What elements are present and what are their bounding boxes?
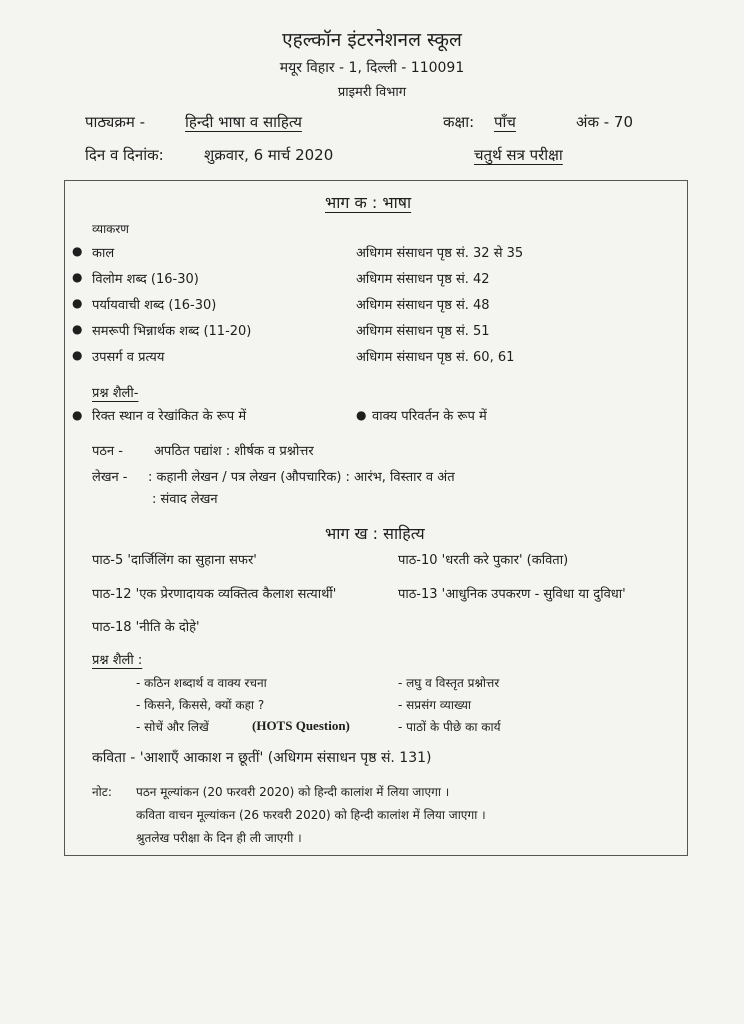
exam-name: चतुर्थ सत्र परीक्षा [474, 146, 563, 164]
syllabus-value: हिन्दी भाषा व साहित्य [185, 113, 302, 131]
topic-name: पर्यायवाची शब्द (16-30) [92, 298, 217, 313]
question-style: - किसने, किससे, क्यों कहा ? [136, 698, 265, 712]
part-a-title: भाग क : भाषा [325, 193, 412, 212]
topic-name: समरूपी भिन्नार्थक शब्द (11-20) [92, 324, 252, 339]
question-style: - लघु व विस्तृत प्रश्नोत्तर [398, 676, 500, 690]
question-style-heading: प्रश्न शैली- [92, 386, 139, 401]
question-style-heading: प्रश्न शैली : [92, 653, 143, 668]
question-style: वाक्य परिवर्तन के रूप में [372, 409, 487, 424]
reading-label: पठन - [92, 444, 123, 459]
reading-value: अपठित पद्यांश : शीर्षक व प्रश्नोत्तर [154, 444, 314, 459]
topic-ref: अधिगम संसाधन पृष्ठ सं. 51 [356, 324, 490, 339]
question-style: - सोचें और लिखें [136, 720, 209, 734]
syllabus-label: पाठ्यक्रम - [85, 113, 146, 131]
topic-name: उपसर्ग व प्रत्यय [92, 350, 165, 365]
topic-name: काल [92, 246, 115, 261]
date-value: शुक्रवार, 6 मार्च 2020 [204, 146, 334, 164]
topic-ref: अधिगम संसाधन पृष्ठ सं. 32 से 35 [356, 246, 524, 261]
marks: अंक - 70 [576, 113, 634, 131]
bullet-icon: ● [72, 244, 83, 258]
question-style: - कठिन शब्दार्थ व वाक्य रचना [136, 676, 267, 690]
date-label: दिन व दिनांक: [85, 146, 164, 164]
poem-line: कविता - 'आशाएँ आकाश न छूतीं' (अधिगम संसाधन पृष्ठ सं. 131) [92, 750, 432, 766]
bullet-icon: ● [72, 270, 83, 284]
topic-name: विलोम शब्द (16-30) [92, 272, 199, 287]
note-line: श्रुतलेख परीक्षा के दिन ही ली जाएगी । [136, 831, 302, 845]
writing-value-2: : संवाद लेखन [152, 492, 218, 507]
part-b-title: भाग ख : साहित्य [325, 524, 425, 543]
writing-value: : कहानी लेखन / पत्र लेखन (औपचारिक) : आरंभ, विस्तार व अंत [148, 470, 455, 485]
bullet-icon: ● [72, 348, 83, 362]
question-style: - पाठों के पीछे का कार्य [398, 720, 501, 734]
department: प्राइमरी विभाग [337, 85, 407, 100]
topic-ref: अधिगम संसाधन पृष्ठ सं. 60, 61 [356, 350, 515, 365]
lesson-item: पाठ-5 'दार्जिलिंग का सुहाना सफर' [92, 553, 257, 568]
topic-ref: अधिगम संसाधन पृष्ठ सं. 42 [356, 272, 490, 287]
writing-label: लेखन - [92, 470, 128, 485]
hots-label: (HOTS Question) [252, 718, 350, 733]
note-label: नोट: [92, 785, 112, 799]
bullet-icon: ● [356, 408, 367, 422]
topic-ref: अधिगम संसाधन पृष्ठ सं. 48 [356, 298, 490, 313]
question-style: रिक्त स्थान व रेखांकित के रूप में [92, 409, 247, 424]
lesson-item: पाठ-10 'धरती करे पुकार' (कविता) [398, 553, 569, 568]
class-label: कक्षा: [443, 113, 475, 131]
grammar-heading: व्याकरण [92, 222, 129, 236]
bullet-icon: ● [72, 408, 83, 422]
school-name: एहल्कॉन इंटरनेशनल स्कूल [282, 29, 462, 51]
class-value: पाँच [494, 113, 516, 131]
note-line: पठन मूल्यांकन (20 फरवरी 2020) को हिन्दी कालांश में लिया जाएगा । [136, 785, 450, 799]
question-style: - सप्रसंग व्याख्या [398, 698, 472, 712]
school-address: मयूर विहार - 1, दिल्ली - 110091 [279, 60, 465, 76]
bullet-icon: ● [72, 296, 83, 310]
lesson-item: पाठ-18 'नीति के दोहे' [92, 620, 200, 635]
bullet-icon: ● [72, 322, 83, 336]
lesson-item: पाठ-12 'एक प्रेरणादायक व्यक्तित्व कैलाश सत्यार्थी' [92, 587, 337, 602]
note-line: कविता वाचन मूल्यांकन (26 फरवरी 2020) को हिन्दी कालांश में लिया जाएगा । [136, 808, 486, 822]
lesson-item: पाठ-13 'आधुनिक उपकरण - सुविधा या दुविधा' [398, 587, 626, 602]
